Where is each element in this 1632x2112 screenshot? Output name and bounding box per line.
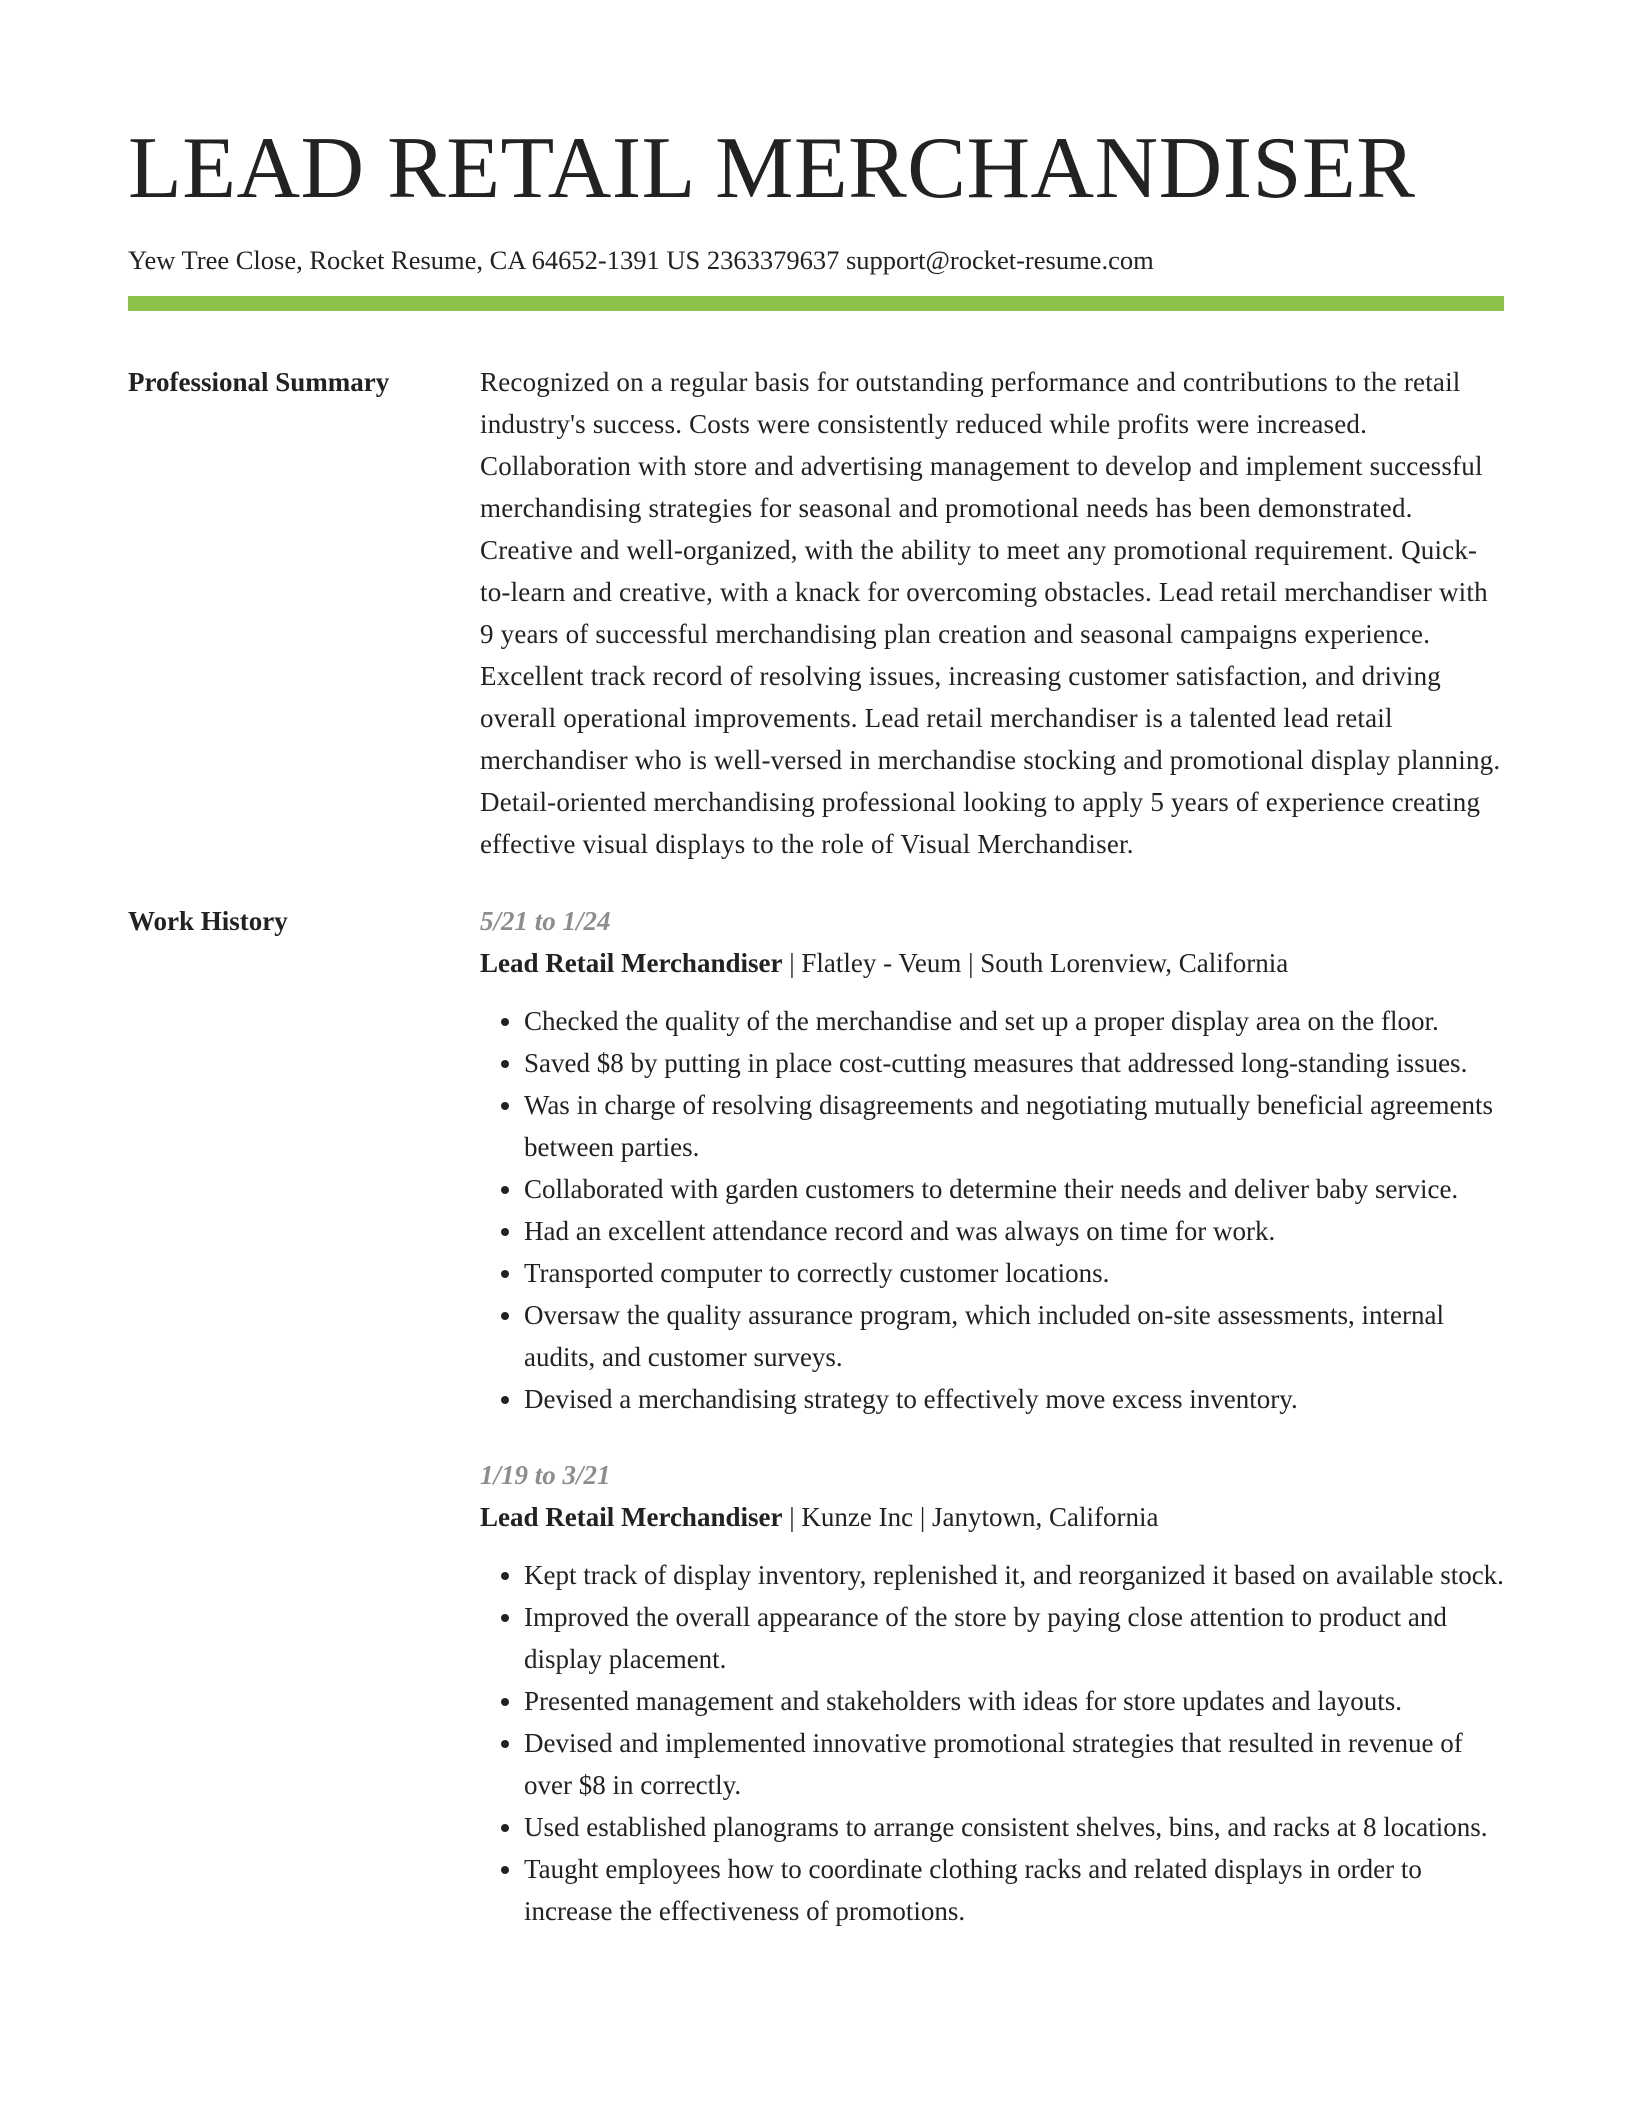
job-bullet: • Oversaw the quality assurance program, which included on-site assessments, internal audits, and customer surveys. (524, 1294, 1504, 1378)
job-heading (480, 942, 1504, 984)
job-dates: 5/21 to 1/24 (480, 906, 611, 936)
job-bullet: • Improved the overall appearance of the store by paying close attention to product and display placement. (524, 1596, 1504, 1680)
job-bullet: • Devised and implemented innovative promotional strategies that resulted in revenue of over $8 in correctly. (524, 1722, 1504, 1806)
professional-summary-body (480, 361, 1504, 865)
header-divider (128, 296, 1504, 311)
job-bullet: • Presented management and stakeholders with ideas for store updates and layouts. (524, 1680, 1504, 1722)
job-bullets (480, 1000, 1504, 1420)
job-bullet: • Kept track of display inventory, replenished it, and reorganized it based on available stock. (524, 1554, 1504, 1596)
job-details: | Kunze Inc | Janytown, California (782, 1502, 1159, 1532)
job-bullet: • Collaborated with garden customers to determine their needs and deliver baby service. (524, 1168, 1504, 1210)
professional-summary-section (128, 361, 1504, 865)
resume-name: LEAD RETAIL MERCHANDISER (128, 120, 1416, 217)
contact-address: Yew Tree Close, Rocket Resume, CA 64652-1391 US (128, 245, 701, 275)
job-bullet: • Checked the quality of the merchandise and set up a proper display area on the floor. (524, 1000, 1504, 1042)
job-bullet: • Had an excellent attendance record and was always on time for work. (524, 1210, 1504, 1252)
job-details: | Flatley - Veum | South Lorenview, California (782, 948, 1289, 978)
job-bullet: • Transported computer to correctly customer locations. (524, 1252, 1504, 1294)
job-bullet: • Taught employees how to coordinate clothing racks and related displays in order to increase the effectiveness of promotions. (524, 1848, 1504, 1932)
job-entry (480, 900, 1504, 1420)
job-bullet: • Used established planograms to arrange consistent shelves, bins, and racks at 8 locations. (524, 1806, 1504, 1848)
job-bullet: • Devised a merchandising strategy to effectively move excess inventory. (524, 1378, 1504, 1420)
job-dates: 1/19 to 3/21 (480, 1460, 611, 1490)
job-entry (480, 1454, 1504, 1932)
work-history-section (128, 900, 1504, 1932)
work-history-body (480, 900, 1504, 1932)
contact-email: support@rocket-resume.com (845, 245, 1154, 275)
job-bullets (480, 1554, 1504, 1932)
professional-summary-text: Recognized on a regular basis for outstanding performance and contributions to the retail industry's success. Costs were consistently reduced while profits were increased. Collaboration with store and advertising management to develop and implement successful merchandising strategies for seasonal and promotional needs has been demonstrated. Creative and well-organized, with the ability to meet any promotional requirement. Quick-to-learn and creative, with a knack for overcoming obstacles. Lead retail merchandiser with 9 years of successful merchandising plan creation and seasonal campaigns experience. Excellent track record of resolving issues, increasing customer satisfaction, and driving overall operational improvements. Lead retail merchandiser is a talented lead retail merchandiser who is well-versed in merchandise stocking and promotional display planning. Detail-oriented merchandising professional looking to apply 5 years of experience creating effective visual displays to the role of Visual Merchandiser. (480, 367, 1501, 859)
contact-info (128, 244, 1504, 276)
job-title: Lead Retail Merchandiser (480, 948, 783, 978)
resume-page (128, 0, 1504, 1932)
professional-summary-heading: Professional Summary (128, 367, 390, 397)
job-bullet: • Was in charge of resolving disagreements and negotiating mutually beneficial agreements between parties. (524, 1084, 1504, 1168)
work-history-heading: Work History (128, 906, 288, 936)
contact-phone: 2363379637 (706, 245, 840, 275)
job-heading (480, 1496, 1504, 1538)
job-bullet: • Saved $8 by putting in place cost-cutting measures that addressed long-standing issues. (524, 1042, 1504, 1084)
job-title: Lead Retail Merchandiser (480, 1502, 783, 1532)
